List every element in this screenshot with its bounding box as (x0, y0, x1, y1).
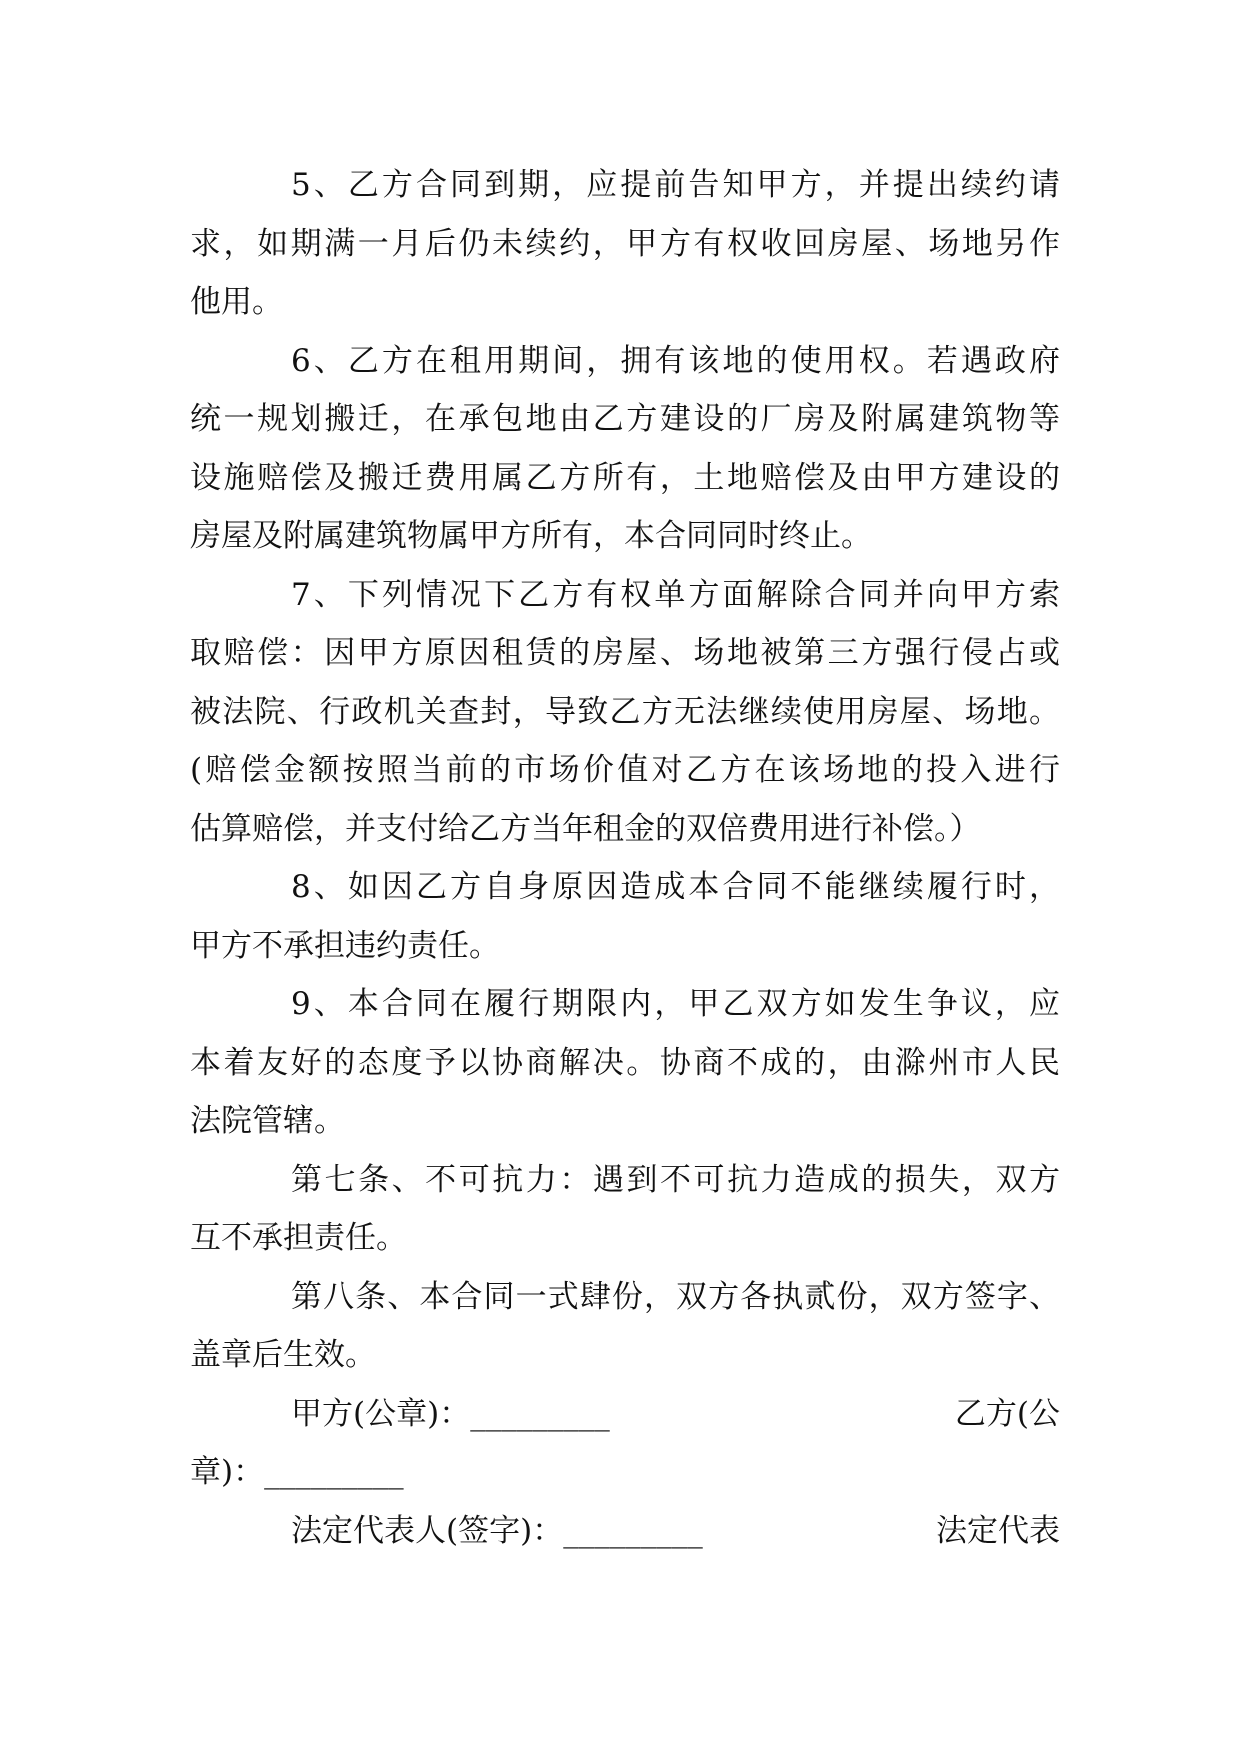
article-7-line-1: 第七条、不可抗力：遇到不可抗力造成的损失，双方 (291, 1161, 1060, 1198)
clause-9-line-2: 本着友好的态度予以协商解决。协商不成的，由滁州市人民 (190, 1044, 1060, 1081)
legal-rep-right-field: 法定代表 (936, 1512, 1060, 1549)
clause-7-line-3: 被法院、行政机关查封，导致乙方无法继续使用房屋、场地。 (190, 693, 1060, 730)
clause-7-line-1: 7、下列情况下乙方有权单方面解除合同并向甲方索 (291, 576, 1060, 613)
party-b-seal-field-start: 乙方(公 (954, 1395, 1060, 1432)
clause-6-line-1: 6、乙方在租用期间，拥有该地的使用权。若遇政府 (291, 342, 1060, 379)
clause-7-line-4: (赔偿金额按照当前的市场价值对乙方在该场地的投入进行 (190, 752, 1060, 788)
legal-rep-signature-field: 法定代表人(签字)：_________ (291, 1512, 703, 1549)
clause-7-line-5: 估算赔偿，并支付给乙方当年租金的双倍费用进行补偿。） (190, 810, 981, 847)
document-body (190, 156, 1060, 1560)
clause-5-line-3: 他用。 (190, 284, 283, 320)
clause-5-line-1: 5、乙方合同到期，应提前告知甲方，并提出续约请 (291, 167, 1060, 203)
clause-6-line-2: 统一规划搬迁，在承包地由乙方建设的厂房及附属建筑物等 (190, 401, 1060, 437)
article-8-line-1: 第八条、本合同一式肆份，双方各执贰份，双方签字、 (291, 1278, 1060, 1315)
article-7-line-2: 互不承担责任。 (190, 1220, 407, 1256)
clause-6-line-4: 房屋及附属建筑物属甲方所有，本合同同时终止。 (190, 518, 872, 554)
clause-7-line-2: 取赔偿：因甲方原因租赁的房屋、场地被第三方强行侵占或 (190, 635, 1060, 671)
clause-8-line-1: 8、如因乙方自身原因造成本合同不能继续履行时， (291, 869, 1060, 905)
signature-legal-rep-row (190, 1502, 1060, 1561)
clause-9-line-1: 9、本合同在履行期限内，甲乙双方如发生争议，应 (291, 986, 1060, 1022)
article-8-line-2: 盖章后生效。 (190, 1337, 376, 1373)
clause-8-line-2: 甲方不承担违约责任。 (190, 927, 500, 964)
clause-9-line-3: 法院管辖。 (190, 1103, 345, 1139)
party-b-seal-field-end: 章)：_________ (190, 1454, 404, 1490)
signature-seal-row (190, 1385, 1060, 1444)
party-a-seal-field: 甲方(公章)：_________ (291, 1395, 610, 1432)
clause-5-line-2: 求，如期满一月后仍未续约，甲方有权收回房屋、场地另作 (190, 225, 1060, 262)
clause-6-line-3: 设施赔偿及搬迁费用属乙方所有，土地赔偿及由甲方建设的 (190, 459, 1060, 496)
